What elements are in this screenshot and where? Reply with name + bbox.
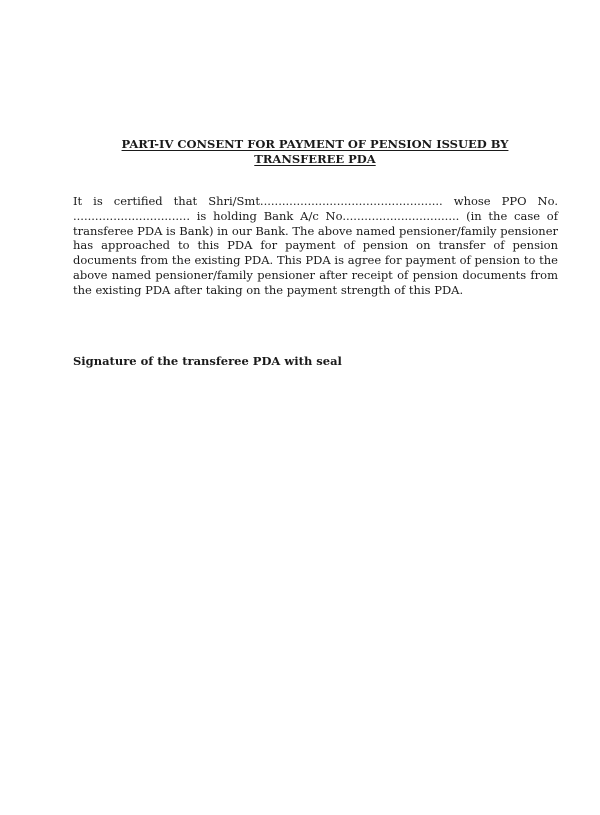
- document-title-line-2: TRANSFEREE PDA: [254, 152, 376, 166]
- certification-paragraph: It is certified that Shri/Smt.................................................. whose PPO No. ................................ is holding Bank A/c No................................ (in the case of transferee PDA is Bank) in our Bank. The above named pensioner/family pensioner has approached to this PDA for payment of pension on transfer of pension documents from the existing PDA. This PDA is agree for payment of pension to the above named pensioner/family pensioner after receipt of pension documents from the existing PDA after taking on the payment strength of this PDA.: [73, 194, 558, 297]
- document-title-line-1: PART-IV CONSENT FOR PAYMENT OF PENSION ISSUED BY: [121, 137, 509, 151]
- signature-label: Signature of the transferee PDA with seal: [73, 354, 342, 368]
- document-title: [60, 137, 570, 167]
